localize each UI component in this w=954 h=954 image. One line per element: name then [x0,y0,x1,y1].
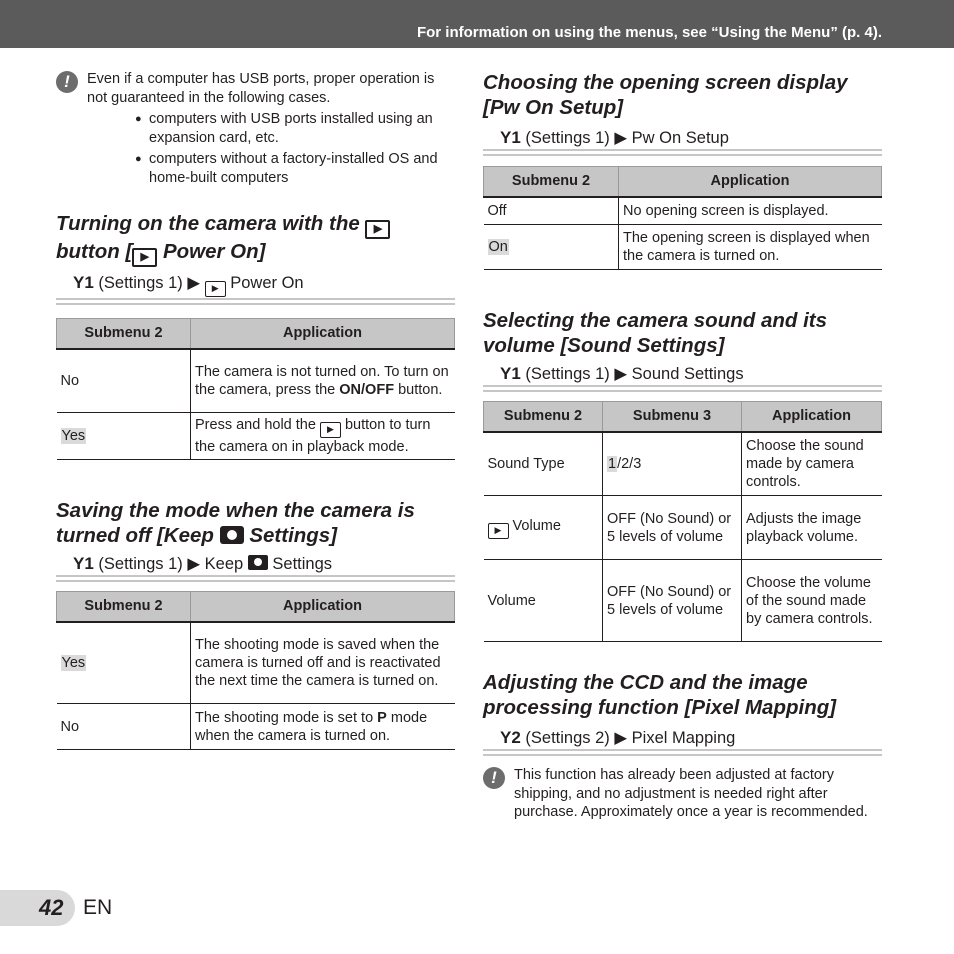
program-mode-icon: P [377,709,387,726]
header-bar [0,0,954,48]
section-rule [483,749,882,756]
usb-note-text: Even if a computer has USB ports, proper operation is not guaranteed in the following cases. [87,71,435,106]
right-column [483,70,882,822]
table-row: ▶ Volume OFF (No Sound) or 5 levels of volume Adjusts the image playback volume. [484,496,882,560]
table-row: No The shooting mode is set to P mode when the camera is turned on. [57,704,455,750]
page-number-tab [0,890,75,926]
keep-settings-menu-path: Y1 (Settings 1) ▶ Keep Settings [73,554,333,573]
table-header: Application [191,319,455,349]
playback-icon: ▶ [205,281,226,297]
settings-1-icon: Y1 [73,273,94,292]
table-row: On The opening screen is displayed when the camera is turned on. [484,225,882,270]
power-on-table [56,318,455,460]
settings-1-icon: Y1 [73,554,94,573]
table-row: Off No opening screen is displayed. [484,197,882,225]
playback-icon: ▶ [320,422,341,438]
table-row: Sound Type 1/2/3 Choose the sound made by camera controls. [484,432,882,496]
section-rule [483,385,882,392]
settings-2-icon: Y2 [500,728,521,747]
table-header: Application [619,167,882,197]
caution-icon: ! [483,767,505,789]
arrow-right-icon: ▶ [187,555,201,573]
playback-icon: ▶ [132,248,157,267]
pixel-mapping-title: Adjusting the CCD and the image processing function [Pixel Mapping] [483,671,837,719]
usb-caution-note [56,70,455,187]
pixel-mapping-menu-path: Y2 (Settings 2) ▶ Pixel Mapping [500,728,736,747]
settings-1-icon: Y1 [500,128,521,147]
keep-settings-table [56,591,455,750]
arrow-right-icon: ▶ [614,365,628,383]
sound-settings-title: Selecting the camera sound and its volume [Sound Settings] [483,309,828,357]
camera-icon [220,526,244,544]
power-on-menu-path: Y1 (Settings 1) ▶ ▶ Power On [73,273,455,297]
pw-on-setup-table [483,166,882,270]
section-rule [56,298,455,305]
on-off-key: ON/OFF [339,381,395,398]
sound-settings-menu-path: Y1 (Settings 1) ▶ Sound Settings [500,364,744,383]
arrow-right-icon: ▶ [614,729,628,747]
list-item: ● computers with USB ports installed using an expansion card, etc. [135,110,455,147]
power-on-title: Turning on the camera with the ▶ button [ ▶ Power On] [56,211,455,267]
table-row: Yes Press and hold the ▶ button to turn the camera on in playback mode. [57,413,455,460]
sound-settings-table [483,401,882,642]
header-text: For information on using the menus, see “Using the Menu” (p. 4). [416,24,882,41]
pixel-mapping-note-text: This function has already been adjusted at factory shipping, and no adjustment is needed right after purchase. Approximately once a year is recommended. [514,767,868,820]
table-header: Application [191,592,455,622]
table-row: Volume OFF (No Sound) or 5 levels of volume Choose the volume of the sound made by camera controls. [484,560,882,642]
settings-1-icon: Y1 [500,364,521,383]
table-header: Submenu 3 [603,402,742,432]
table-header: Submenu 2 [57,319,191,349]
pw-on-setup-title: Choosing the opening screen display [Pw On Setup] [483,71,848,119]
list-item: ● computers without a factory-installed OS and home-built computers [135,150,455,187]
pixel-mapping-caution-note [483,766,882,822]
language-code: EN [83,896,113,919]
table-header: Application [742,402,882,432]
table-header: Submenu 2 [484,402,603,432]
section-rule [483,149,882,156]
arrow-right-icon: ▶ [187,274,201,292]
playback-icon: ▶ [365,220,390,239]
table-row: Yes The shooting mode is saved when the camera is turned off and is reactivated the next time the camera is turned on. [57,622,455,704]
pw-on-setup-menu-path: Y1 (Settings 1) ▶ Pw On Setup [500,128,729,147]
playback-icon: ▶ [488,523,509,539]
arrow-right-icon: ▶ [614,129,628,147]
section-rule [56,575,455,582]
table-header: Submenu 2 [57,592,191,622]
keep-settings-title: Saving the mode when the camera is turned off [Keep Settings] [56,499,415,547]
left-column [56,70,455,750]
table-header: Submenu 2 [484,167,619,197]
usb-bullet-list [135,110,455,187]
caution-icon: ! [56,71,78,93]
table-row: No The camera is not turned on. To turn on the camera, press the ON/OFF button. [57,349,455,413]
camera-icon [248,555,268,570]
page-number: 42 [39,895,64,920]
